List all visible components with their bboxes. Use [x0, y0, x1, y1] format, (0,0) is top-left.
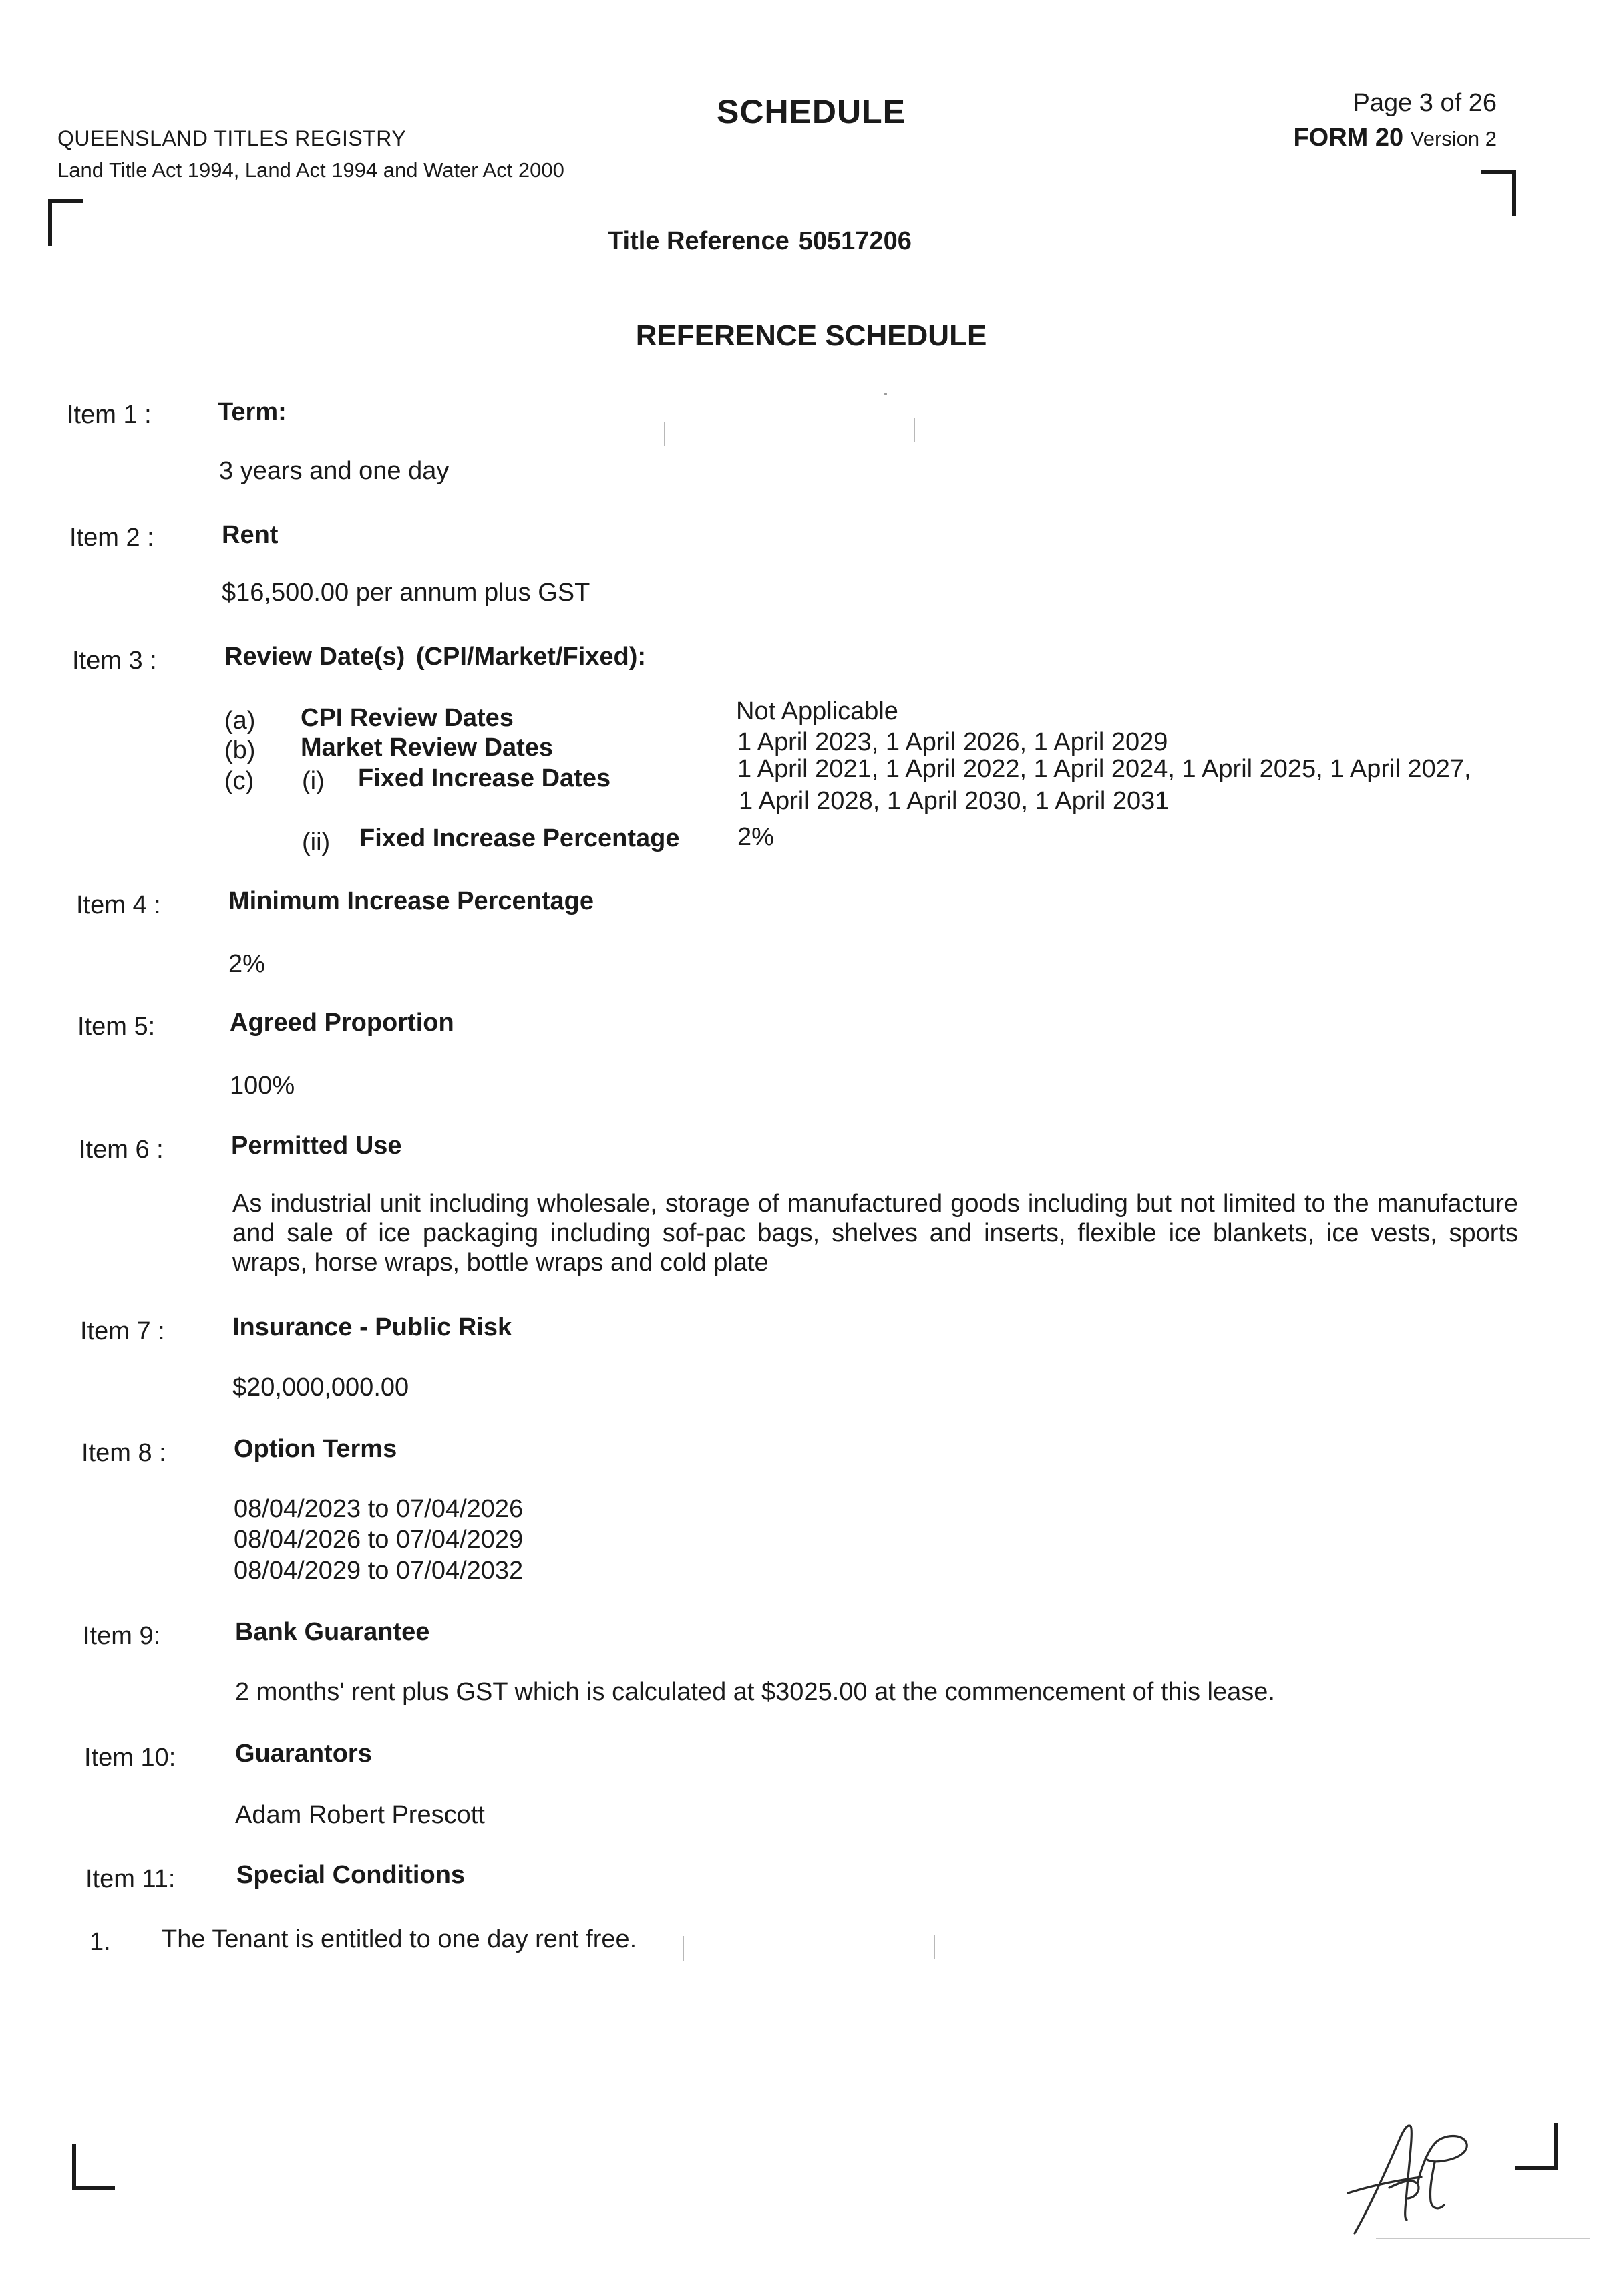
- page-number: Page 3 of 26: [1353, 89, 1497, 117]
- item-4-value: 2%: [228, 950, 265, 978]
- item-10-heading: Guarantors: [235, 1740, 372, 1768]
- scan-mark: [914, 418, 915, 442]
- registry-name: QUEENSLAND TITLES REGISTRY: [57, 126, 407, 150]
- item-10-value: Adam Robert Prescott: [235, 1801, 485, 1829]
- bottom-rule: [1376, 2238, 1590, 2239]
- item-5-heading: Agreed Proportion: [230, 1009, 454, 1037]
- corner-mark-top-right: [1481, 170, 1516, 216]
- title-reference: [608, 227, 912, 256]
- item-7-label: Item 7 :: [80, 1317, 165, 1345]
- item-1-label: Item 1 :: [67, 401, 152, 429]
- item-8-heading: Option Terms: [234, 1435, 397, 1463]
- item-3-ci-value-line-2: 1 April 2028, 1 April 2030, 1 April 2031: [739, 787, 1170, 815]
- reference-schedule-heading: [0, 319, 1609, 353]
- item-8-term-1: 08/04/2023 to 07/04/2026: [234, 1495, 524, 1523]
- item-3-heading-paren: (CPI/Market/Fixed):: [415, 643, 647, 671]
- item-3-a-marker: (a): [224, 707, 256, 735]
- corner-mark-bottom-right: [1515, 2123, 1558, 2170]
- item-11-heading: Special Conditions: [236, 1861, 466, 1889]
- reference-schedule-text: REFERENCE SCHEDULE: [635, 319, 987, 352]
- item-8-label: Item 8 :: [81, 1439, 166, 1467]
- item-3-label: Item 3 :: [72, 647, 157, 675]
- item-8-term-3: 08/04/2029 to 07/04/2032: [234, 1556, 524, 1585]
- corner-mark-top-left: [48, 199, 83, 246]
- item-1-heading: Term:: [218, 398, 287, 426]
- item-11-label: Item 11:: [85, 1865, 176, 1893]
- item-5-value: 100%: [230, 1072, 295, 1100]
- scan-speck: [884, 393, 887, 395]
- item-3-b-marker: (b): [224, 736, 256, 764]
- item-8-term-2: 08/04/2026 to 07/04/2029: [234, 1526, 524, 1554]
- scan-mark: [683, 1936, 684, 1961]
- item-5-label: Item 5:: [77, 1013, 156, 1041]
- title-reference-value: 50517206: [798, 227, 912, 255]
- item-2-heading: Rent: [222, 521, 279, 549]
- scan-mark: [934, 1935, 935, 1959]
- item-4-label: Item 4 :: [76, 891, 161, 919]
- title-reference-label: Title Reference: [608, 227, 789, 255]
- item-3-c-marker: (c): [224, 767, 254, 795]
- corner-mark-bottom-left: [72, 2144, 115, 2190]
- form-label: FORM 20: [1293, 124, 1404, 152]
- item-3-heading: [224, 643, 646, 671]
- item-1-value: 3 years and one day: [219, 457, 450, 485]
- scan-mark: [664, 422, 665, 446]
- item-9-heading: Bank Guarantee: [235, 1618, 430, 1646]
- item-6-label: Item 6 :: [79, 1136, 164, 1164]
- item-2-label: Item 2 :: [69, 524, 154, 552]
- header-right: [1293, 86, 1497, 156]
- item-6-heading: Permitted Use: [231, 1132, 402, 1160]
- item-3-cii-marker: (ii): [302, 828, 331, 856]
- special-condition-number: 1.: [90, 1928, 111, 1956]
- item-3-ci-marker: (i): [302, 767, 325, 795]
- item-3-heading-text: Review Date(s): [224, 643, 405, 671]
- acts-line: Land Title Act 1994, Land Act 1994 and Water Act 2000: [57, 158, 564, 182]
- header-left: [57, 122, 564, 186]
- item-3-b-value: 1 April 2023, 1 April 2026, 1 April 2029: [737, 728, 1168, 756]
- item-9-label: Item 9:: [83, 1622, 161, 1650]
- schedule-title-text: SCHEDULE: [716, 93, 906, 130]
- item-3-a-value: Not Applicable: [736, 697, 898, 725]
- item-6-value: As industrial unit including wholesale, storage of manufactured goods including but not limited to the manufacture and sale of ice packaging including sof-pac bags, shelves and inserts, flexible ice blankets, ice vests, sports wraps, horse wraps, bottle wraps and cold plate: [232, 1190, 1518, 1277]
- item-9-value: 2 months' rent plus GST which is calculated at $3025.00 at the commencement of this lease.: [235, 1678, 1275, 1706]
- item-10-label: Item 10:: [84, 1744, 176, 1772]
- signature-initials: [1343, 2114, 1503, 2238]
- item-3-b-label: Market Review Dates: [301, 733, 554, 762]
- item-3-cii-value: 2%: [737, 823, 774, 851]
- item-2-value: $16,500.00 per annum plus GST: [222, 579, 590, 607]
- item-3-a-label: CPI Review Dates: [301, 704, 514, 732]
- item-7-heading: Insurance - Public Risk: [232, 1313, 512, 1341]
- item-3-cii-label: Fixed Increase Percentage: [359, 824, 680, 852]
- special-condition-text: The Tenant is entitled to one day rent free.: [162, 1925, 637, 1953]
- item-3-ci-value-line-1: 1 April 2021, 1 April 2022, 1 April 2024, 1 April 2025, 1 April 2027,: [737, 755, 1471, 783]
- item-3-ci-label: Fixed Increase Dates: [358, 764, 611, 792]
- form-version: Version 2: [1410, 127, 1497, 150]
- item-4-heading: Minimum Increase Percentage: [228, 887, 594, 915]
- item-7-value: $20,000,000.00: [232, 1373, 409, 1402]
